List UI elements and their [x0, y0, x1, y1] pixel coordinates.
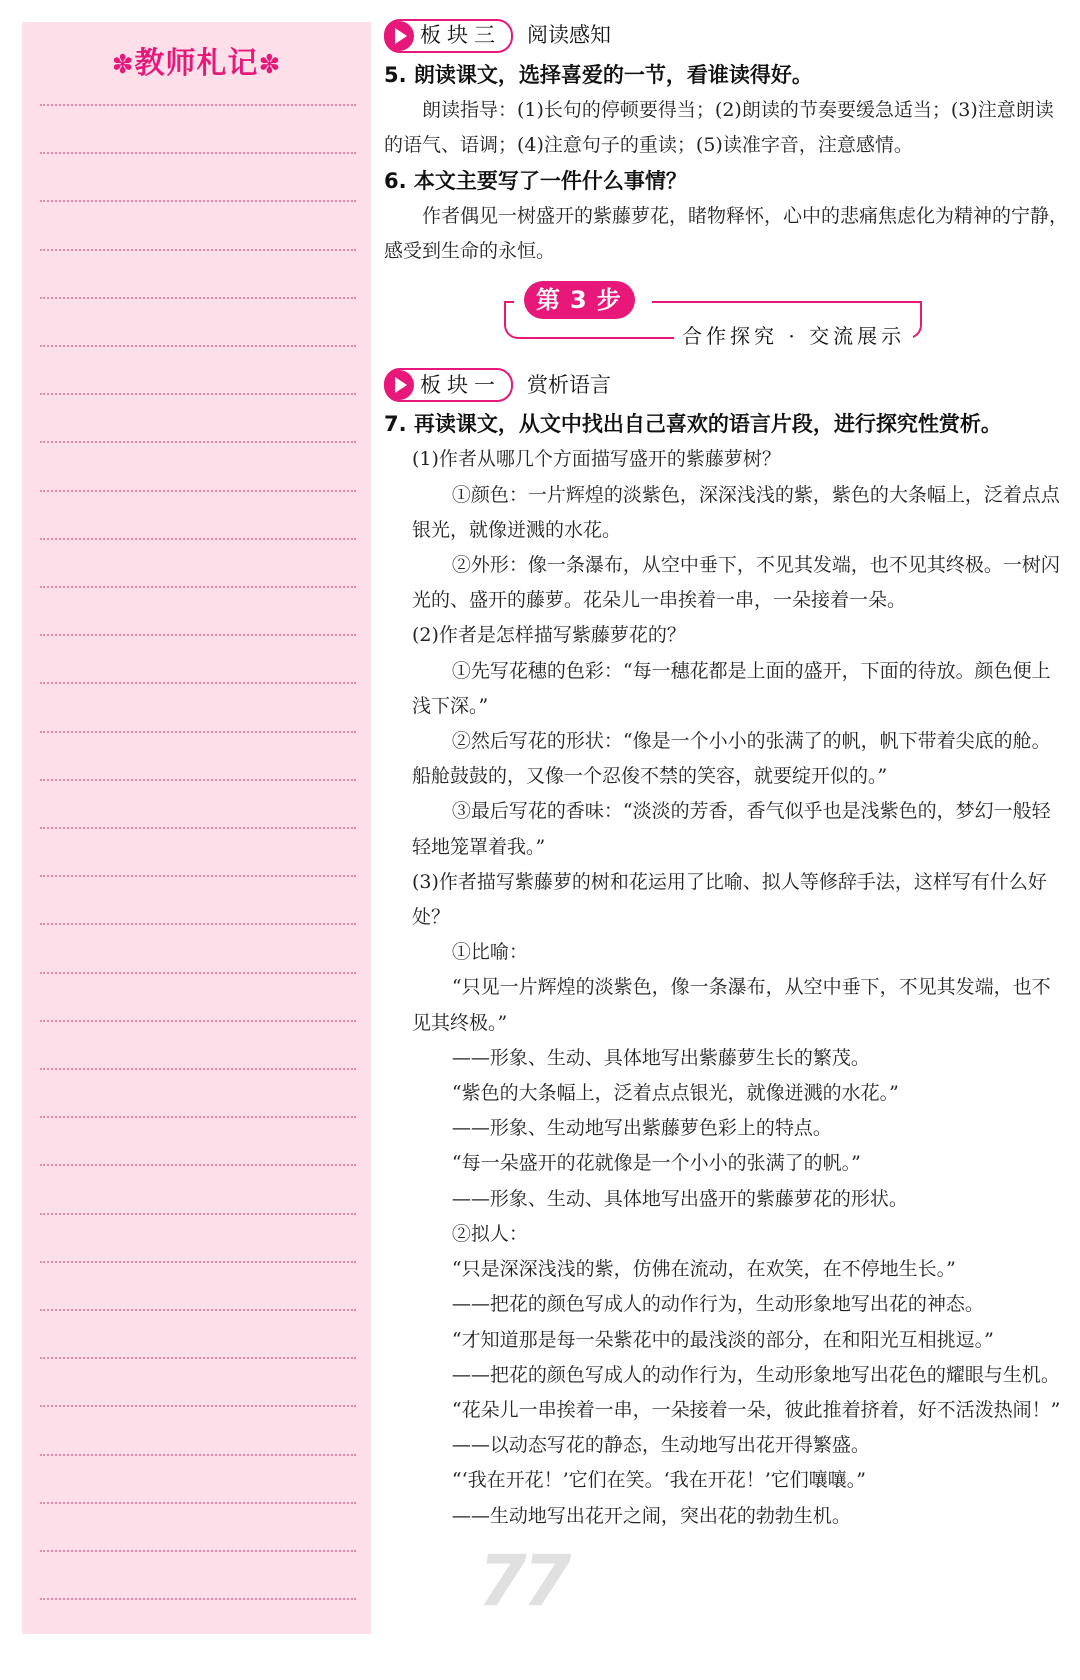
block-badge-label: 板块三	[420, 23, 501, 48]
note-line	[40, 1164, 356, 1166]
quote: “花朵儿一串挨着一串，一朵接着一朵，彼此推着挤着，好不活泼热闹！”	[451, 1398, 1061, 1421]
quote: “才知道那是每一朵紫花中的最浅淡的部分，在和阳光互相挑逗。”	[451, 1328, 994, 1351]
note-line	[40, 1502, 356, 1504]
note-line	[40, 104, 356, 106]
comment: ——形象、生动、具体地写出盛开的紫藤萝花的形状。	[451, 1187, 908, 1210]
note-line	[40, 297, 356, 299]
block-badge-label: 板块一	[420, 372, 501, 397]
note-line	[40, 586, 356, 588]
flower-icon: ✽	[111, 50, 135, 80]
step-pill	[524, 281, 635, 319]
note-line	[40, 827, 356, 829]
note-line	[40, 441, 356, 443]
quote: “‘我在开花！’它们在笑。‘我在开花！’它们嚷嚷。”	[451, 1469, 866, 1492]
personification-heading: ②拟人：	[451, 1222, 528, 1245]
note-line	[40, 1550, 356, 1552]
comment: ——以动态写花的静态，生动地写出花开得繁盛。	[451, 1434, 870, 1457]
sub-question-3: (3)作者描写紫藤萝的树和花运用了比喻、拟人等修辞手法，这样写有什么好处？	[412, 870, 1047, 929]
note-line	[40, 393, 356, 395]
step-subtitle: 合作探究 · 交流展示	[674, 319, 913, 354]
note-line	[40, 923, 356, 925]
note-line	[40, 200, 356, 202]
note-line	[40, 1213, 356, 1215]
flower-icon: ✽	[258, 50, 282, 80]
note-line	[40, 1454, 356, 1456]
teacher-notes-panel	[22, 22, 371, 1634]
note-line	[40, 779, 356, 781]
quote: “紫色的大条幅上，泛着点点银光，就像迸溅的水花。”	[451, 1082, 899, 1105]
notes-title-text: 教师札记	[134, 46, 259, 81]
note-line	[40, 634, 356, 636]
note-line	[40, 875, 356, 877]
note-line	[40, 1116, 356, 1118]
step-suffix: 步	[596, 285, 623, 314]
note-line	[40, 731, 356, 733]
step-number: 3	[570, 285, 589, 314]
quote: “每一朵盛开的花就像是一个小小的张满了的帆。”	[451, 1152, 861, 1175]
note-line	[40, 1020, 356, 1022]
note-line	[40, 345, 356, 347]
note-line	[40, 490, 356, 492]
answer-text: ①先写花穗的色彩：“每一穗花都是上面的盛开，下面的待放。颜色便上浅下深。”	[412, 659, 1051, 717]
note-line	[40, 972, 356, 974]
comment: ——把花的颜色写成人的动作行为，生动形象地写出花的神态。	[451, 1293, 984, 1316]
section-header-block1	[384, 363, 1068, 407]
answer-text: ②外形：像一条瀑布，从空中垂下，不见其发端，也不见其终极。一树闪光的、盛开的藤萝。花朵儿一串挨着一串，一朵接着一朵。	[412, 554, 1060, 612]
comment: ——把花的颜色写成人的动作行为，生动形象地写出花色的耀眼与生机。	[451, 1363, 1060, 1386]
question-7: 7. 再读课文，从文中找出自己喜欢的语言片段，进行探究性赏析。	[384, 412, 1002, 437]
note-line	[40, 538, 356, 540]
block-badge	[384, 368, 513, 402]
note-line	[40, 1357, 356, 1359]
step-banner	[384, 275, 1068, 361]
quote: “只是深深浅浅的紫，仿佛在流动，在欢笑，在不停地生长。”	[451, 1258, 956, 1281]
notes-title	[22, 38, 371, 82]
note-line	[40, 682, 356, 684]
answer-text: ③最后写花的香味：“淡淡的芳香，香气似乎也是浅紫色的，梦幻一般轻轻地笼罩着我。”	[412, 800, 1051, 858]
answer-text: ②然后写花的形状：“像是一个小小的张满了的帆，帆下带着尖底的舱。船舱鼓鼓的，又像一个忍俊不禁的笑容，就要绽开似的。”	[412, 730, 1051, 788]
answer-text: ①颜色：一片辉煌的淡紫色，深深浅浅的紫，紫色的大条幅上，泛着点点银光，就像迸溅的水花。	[412, 483, 1060, 541]
comment: ——形象、生动、具体地写出紫藤萝生长的繁茂。	[451, 1046, 870, 1069]
section-name: 阅读感知	[527, 23, 611, 48]
note-line	[40, 1405, 356, 1407]
question-5: 5. 朗读课文，选择喜爱的一节，看谁读得好。	[384, 63, 813, 87]
page-number: 77	[478, 1540, 568, 1622]
sub-question-2: (2)作者是怎样描写紫藤萝花的？	[412, 624, 686, 647]
play-icon	[384, 21, 414, 51]
note-line	[40, 249, 356, 251]
sub-question-1: (1)作者从哪几个方面描写盛开的紫藤萝树？	[412, 448, 781, 471]
comment: ——生动地写出花开之闹，突出花的勃勃生机。	[451, 1504, 851, 1527]
answer-6: 作者偶见一树盛开的紫藤萝花，睹物释怀，心中的悲痛焦虑化为精神的宁静，感受到生命的永恒。	[384, 204, 1069, 263]
block-badge	[384, 19, 513, 53]
step-prefix: 第	[536, 285, 562, 314]
note-line	[40, 1598, 356, 1600]
main-content	[384, 14, 1068, 1534]
section-name: 赏析语言	[527, 372, 611, 397]
note-line	[40, 1068, 356, 1070]
note-line	[40, 1309, 356, 1311]
question-6: 6. 本文主要写了一件什么事情？	[384, 168, 687, 193]
play-icon	[384, 370, 414, 400]
note-line	[40, 152, 356, 154]
note-line	[40, 1261, 356, 1263]
metaphor-heading: ①比喻：	[451, 941, 528, 964]
section-header-block3	[384, 14, 1068, 58]
comment: ——形象、生动地写出紫藤萝色彩上的特点。	[451, 1117, 832, 1140]
quote: “只见一片辉煌的淡紫色，像一条瀑布，从空中垂下，不见其发端，也不见其终极。”	[412, 976, 1051, 1034]
answer-5: 朗读指导：(1)长句的停顿要得当；(2)朗读的节奏要缓急适当；(3)注意朗读的语气、语调；(4)注意句子的重读；(5)读准字音，注意感情。	[384, 99, 1054, 157]
